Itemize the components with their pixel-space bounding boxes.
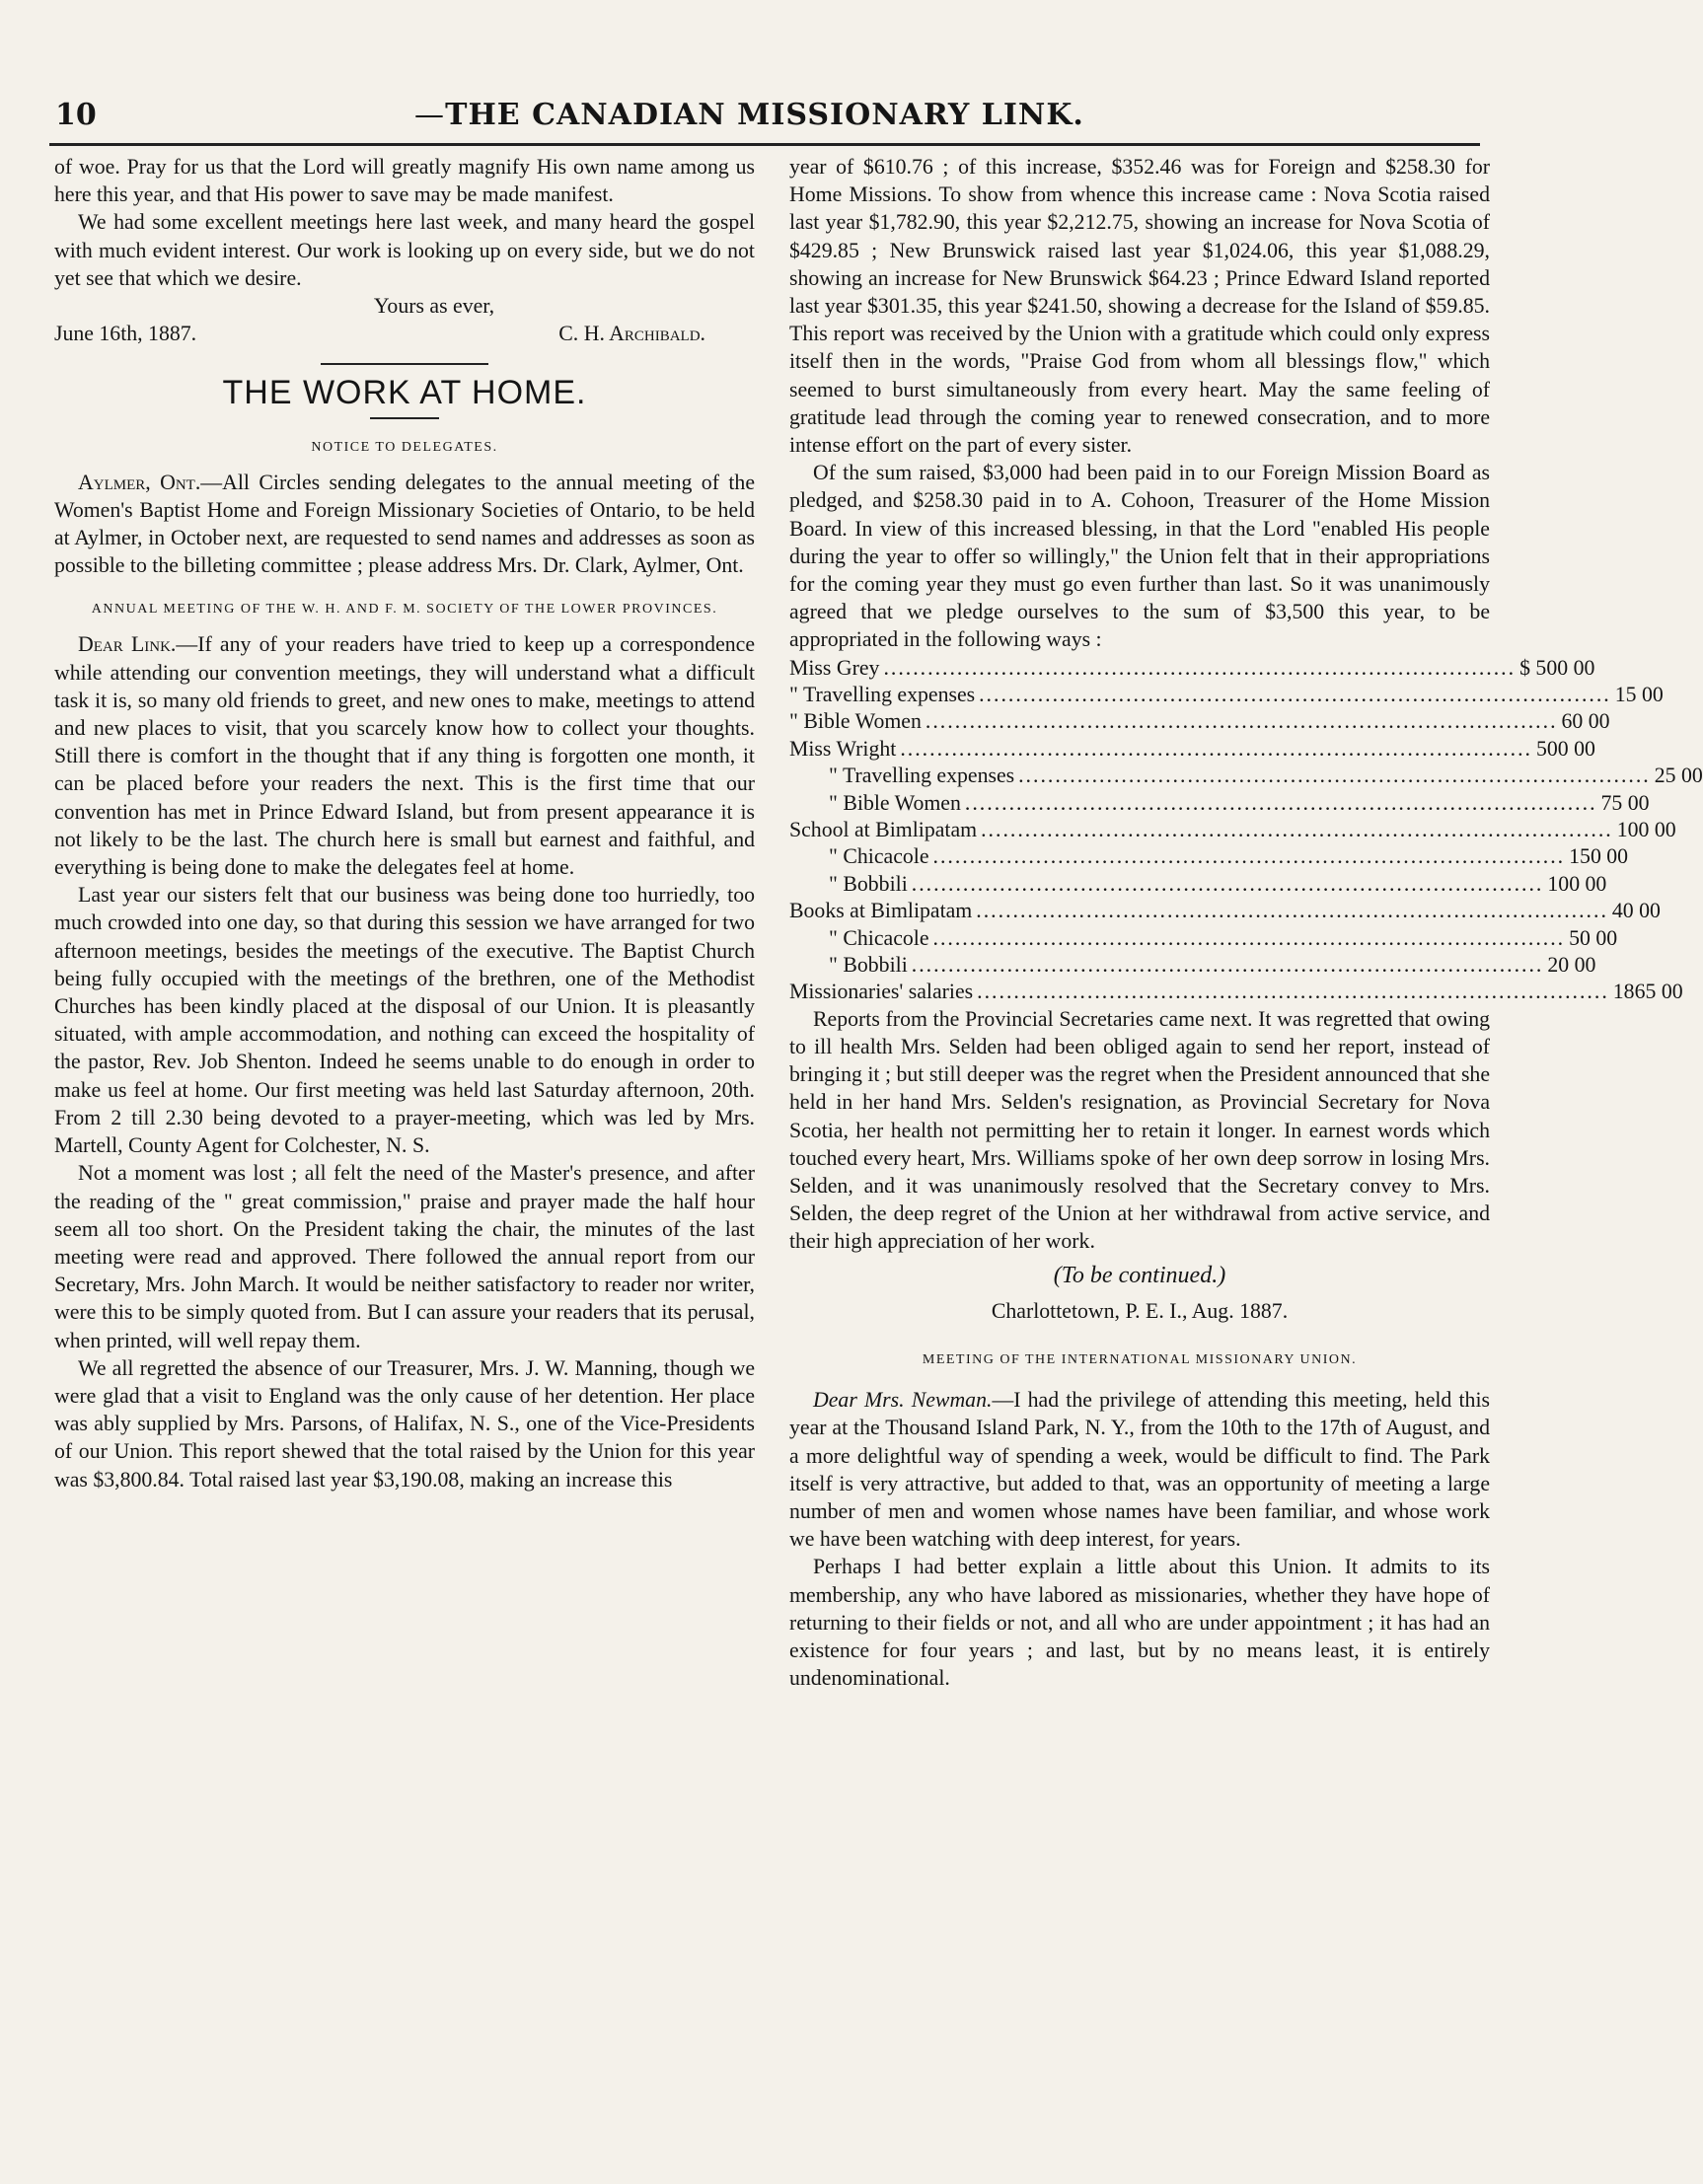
article-paragraph: Perhaps I had better explain a little about this Union. It admits to its membership, any who have labored as missionaries, whether they have hope of returning to their fields or not, and all who are under appointment ; it has had an existence for four years ; and last, but by no means least, it is entirely undenominational. xyxy=(789,1555,1490,1691)
row-amount: 1865 00 xyxy=(1612,980,1683,1004)
section-divider xyxy=(321,363,488,365)
table-row xyxy=(789,735,1595,762)
meeting-salutation: Dear Mrs. Newman. xyxy=(813,1388,993,1413)
article-paragraph: Reports from the Provincial Secretaries came next. It was regretted that owing to ill health Mrs. Selden had been obliged again to send her report, instead of bringing it ; but still deeper was the regret when the President announced that she held in her hand Mrs. Selden's resignation, as Provincial Secretary for Nova Scotia, her health not permitting her to retain it longer. In earnest words which touched every heart, Mrs. Williams spoke of her own deep sorrow in losing Mrs. Selden, and it was unanimously resolved that the Secretary convey to Mrs. Selden, the deep regret of the Union at her withdrawal from active service, and their high appreciation of her work. xyxy=(789,1006,1490,1254)
row-label: Miss Wright xyxy=(789,736,897,761)
row-amount: 20 00 xyxy=(1547,952,1596,977)
notice-text: —All Circles sending delegates to the annual meeting of the Women's Baptist Home and Foreign Missionary Societies of Ontario, to be held at Aylmer, in October next, are requested to send names and addresses as soon as possible to the billeting committee ; please address Mrs. Dr. Clark, Aylmer, Ont. xyxy=(54,470,755,578)
leader-dots: ...................................................................................... xyxy=(1018,764,1651,788)
header-dash: — xyxy=(414,98,444,132)
row-amount: 60 00 xyxy=(1561,709,1610,734)
table-row xyxy=(789,897,1661,923)
title-underline xyxy=(370,417,439,419)
section-title: THE WORK AT HOME. xyxy=(222,374,587,412)
row-amount: 75 00 xyxy=(1600,790,1650,815)
page-number: 10 xyxy=(55,98,97,132)
signature-row xyxy=(54,320,755,347)
article-paragraph: year of $610.76 ; of this increase, $352.46 was for Foreign and $258.30 for Home Missions. To show from whence this increase came : Nova Scotia raised last year $1,782.90, this year $2,212.75, showing an increase for Nova Scotia of $429.85 ; New Brunswick raised last year $1,024.06, this year $1,088.29, showing an increase for New Brunswick $64.23 ; Prince Edward Island reported last year $301.35, this year $241.50, showing a decrease for the Island of $59.85. This report was received by the Union with a gratitude which could only express itself then in the words, "Praise God from whom all blessings flow," which seemed to burst simultaneously from every heart. May the same feeling of gratitude lead through the coming year to renewed consecration, and to more intense effort on the part of every sister. xyxy=(789,155,1490,458)
annual-meeting-heading: ANNUAL MEETING OF THE W. H. AND F. M. SOCIETY OF THE LOWER PROVINCES. xyxy=(91,602,718,618)
sign-off: Yours as ever, xyxy=(373,294,495,319)
leader-dots: ...................................................................................... xyxy=(900,736,1532,761)
table-row xyxy=(789,707,1610,734)
table-row xyxy=(789,870,1607,897)
notice-heading: NOTICE TO DELEGATES. xyxy=(311,439,498,455)
row-label: School at Bimlipatam xyxy=(789,818,978,841)
row-label: " Chicacole xyxy=(829,925,929,950)
journal-title: THE CANADIAN MISSIONARY LINK. xyxy=(445,98,1084,132)
row-amount: 100 00 xyxy=(1547,871,1607,896)
meeting-heading: MEETING OF THE INTERNATIONAL MISSIONARY UNION. xyxy=(922,1351,1358,1367)
row-amount: 100 00 xyxy=(1616,818,1676,841)
article-paragraph: Last year our sisters felt that our business was being done too hurriedly, too much crowded into one day, so that during this session we have arranged for two afternoon meetings, besides the meetings of the executive. The Baptist Church being fully occupied with the meetings of the brethren, one of the Methodist Churches has been kindly placed at the disposal of our Union. It is pleasantly situated, with ample accommodation, and nothing can exceed the hospitality of the pastor, Rev. Job Shenton. Indeed he seems unable to do enough in order to make us feel at home. Our first meeting was held last Saturday afternoon, 20th. From 2 till 2.30 being devoted to a prayer-meeting, which was led by Mrs. Martell, County Agent for Colchester, N. S. xyxy=(54,883,755,1158)
leader-dots: ...................................................................................... xyxy=(964,790,1597,815)
table-row xyxy=(789,816,1676,842)
row-label: " Bible Women xyxy=(829,790,961,815)
table-row xyxy=(789,762,1703,788)
article-paragraph: Not a moment was lost ; all felt the need of the Master's presence, and after the reading of the " great commission," praise and prayer made the half hour seem all too short. On the President taking the chair, the minutes of the last meeting were read and approved. There followed the annual report from our Secretary, Mrs. John March. It would be neither satisfactory to reader nor writer, were this to be simply quoted from. But I can assure your readers that its perusal, when printed, will well repay them. xyxy=(54,1161,755,1352)
row-amount: 500 00 xyxy=(1535,736,1595,761)
leader-dots: ...................................................................................... xyxy=(976,899,1608,923)
row-label: " Travelling expenses xyxy=(829,764,1015,788)
leader-dots: ...................................................................................... xyxy=(932,925,1566,950)
leader-dots: ...................................................................................... xyxy=(977,980,1609,1004)
appropriations-table xyxy=(789,654,1703,1005)
right-column xyxy=(789,153,1703,1692)
notice-place: Aylmer, Ont. xyxy=(78,470,201,494)
article-paragraph: We all regretted the absence of our Treasurer, Mrs. J. W. Manning, though we were glad that a visit to England was the only cause of her detention. Her place was ably supplied by Mrs. Parsons, of Halifax, N. S., one of the Vice-Presidents of our Union. This report shewed that the total raised by the Union for this year was $3,800.84. Total raised last year $3,190.08, making an increase this xyxy=(54,1355,755,1492)
letter-paragraph: of woe. Pray for us that the Lord will greatly magnify His own name among us here this year, and that His power to save may be made manifest. xyxy=(54,155,755,207)
article-text: —I had the privilege of attending this meeting, held this year at the Thousand Island Park, N. Y., from the 10th to the 17th of August, and a more delightful way of spending a week, would be difficult to find. The Park itself is very attractive, but added to that, was an opportunity of meeting a large number of men and women whose names have been familiar, and whose work we have been watching with deep interest, for years. xyxy=(789,1388,1490,1552)
row-amount: $ 500 00 xyxy=(1519,655,1595,680)
table-row xyxy=(789,654,1595,681)
article-paragraph xyxy=(789,1386,1490,1553)
table-row xyxy=(789,924,1618,951)
leader-dots: ...................................................................................... xyxy=(911,952,1544,977)
left-column xyxy=(54,153,755,1493)
salutation: Dear Link. xyxy=(78,632,177,657)
row-label: " Bobbili xyxy=(829,871,908,896)
article-paragraph xyxy=(54,630,755,881)
row-amount: 150 00 xyxy=(1569,844,1629,869)
leader-dots: ...................................................................................... xyxy=(981,818,1613,841)
row-label: Books at Bimlipatam xyxy=(789,899,973,923)
leader-dots: ...................................................................................... xyxy=(883,655,1517,680)
notice-paragraph xyxy=(54,469,755,580)
table-row xyxy=(789,951,1596,978)
table-row xyxy=(789,978,1683,1004)
row-amount: 40 00 xyxy=(1611,899,1661,923)
letter-paragraph: We had some excellent meetings here last week, and many heard the gospel with much evident interest. Our work is looking up on every side, but we do not yet see that which we desire. xyxy=(54,210,755,290)
leader-dots: ...................................................................................... xyxy=(911,871,1544,896)
article-text: —If any of your readers have tried to keep up a correspondence while attending our convention meetings, they will understand what a difficult task it is, so many old friends to greet, and new ones to make, meetings to attend and new places to visit, that you scarcely know how to collect your thoughts. Still there is comfort in the thought that if any thing is forgotten one month, it can be placed before your readers the next. This is the first time that our convention has met in Prince Edward Island, but from present appearance it is not likely to be the last. The church here is small but earnest and faithful, and everything is being done to make the delegates feel at home. xyxy=(54,632,755,880)
row-label: " Bobbili xyxy=(829,952,908,977)
letter-date: June 16th, 1887. xyxy=(54,322,197,346)
table-row xyxy=(789,789,1650,816)
row-amount: 15 00 xyxy=(1614,683,1664,707)
to-be-continued: (To be continued.) xyxy=(1053,1262,1226,1288)
row-amount: 25 00 xyxy=(1654,764,1703,788)
row-amount: 50 00 xyxy=(1569,925,1618,950)
table-row xyxy=(789,842,1629,869)
row-label: Missionaries' salaries xyxy=(789,980,974,1004)
row-label: " Travelling expenses xyxy=(789,683,976,707)
row-label: " Bible Women xyxy=(789,709,922,734)
row-label: Miss Grey xyxy=(789,655,880,680)
letter-signature: C. H. Archibald. xyxy=(558,322,705,346)
article-paragraph: Of the sum raised, $3,000 had been paid in to our Foreign Mission Board as pledged, and $258.30 paid in to A. Cohoon, Treasurer of the Home Mission Board. In view of this increased blessing, in that the Lord "enabled His people during the year to offer so willingly," the Union felt that in their appropriations for the coming year they must go even further than last. So it was unanimously agreed that we pledge ourselves to the sum of $3,500 this year, to be appropriated in the following ways : xyxy=(789,461,1490,652)
dateline: Charlottetown, P. E. I., Aug. 1887. xyxy=(991,1298,1289,1323)
page-header xyxy=(49,94,1480,146)
table-row xyxy=(789,681,1664,707)
leader-dots: ...................................................................................... xyxy=(979,683,1611,707)
leader-dots: ...................................................................................... xyxy=(925,709,1558,734)
leader-dots: ...................................................................................... xyxy=(932,844,1566,869)
row-label: " Chicacole xyxy=(829,844,929,869)
